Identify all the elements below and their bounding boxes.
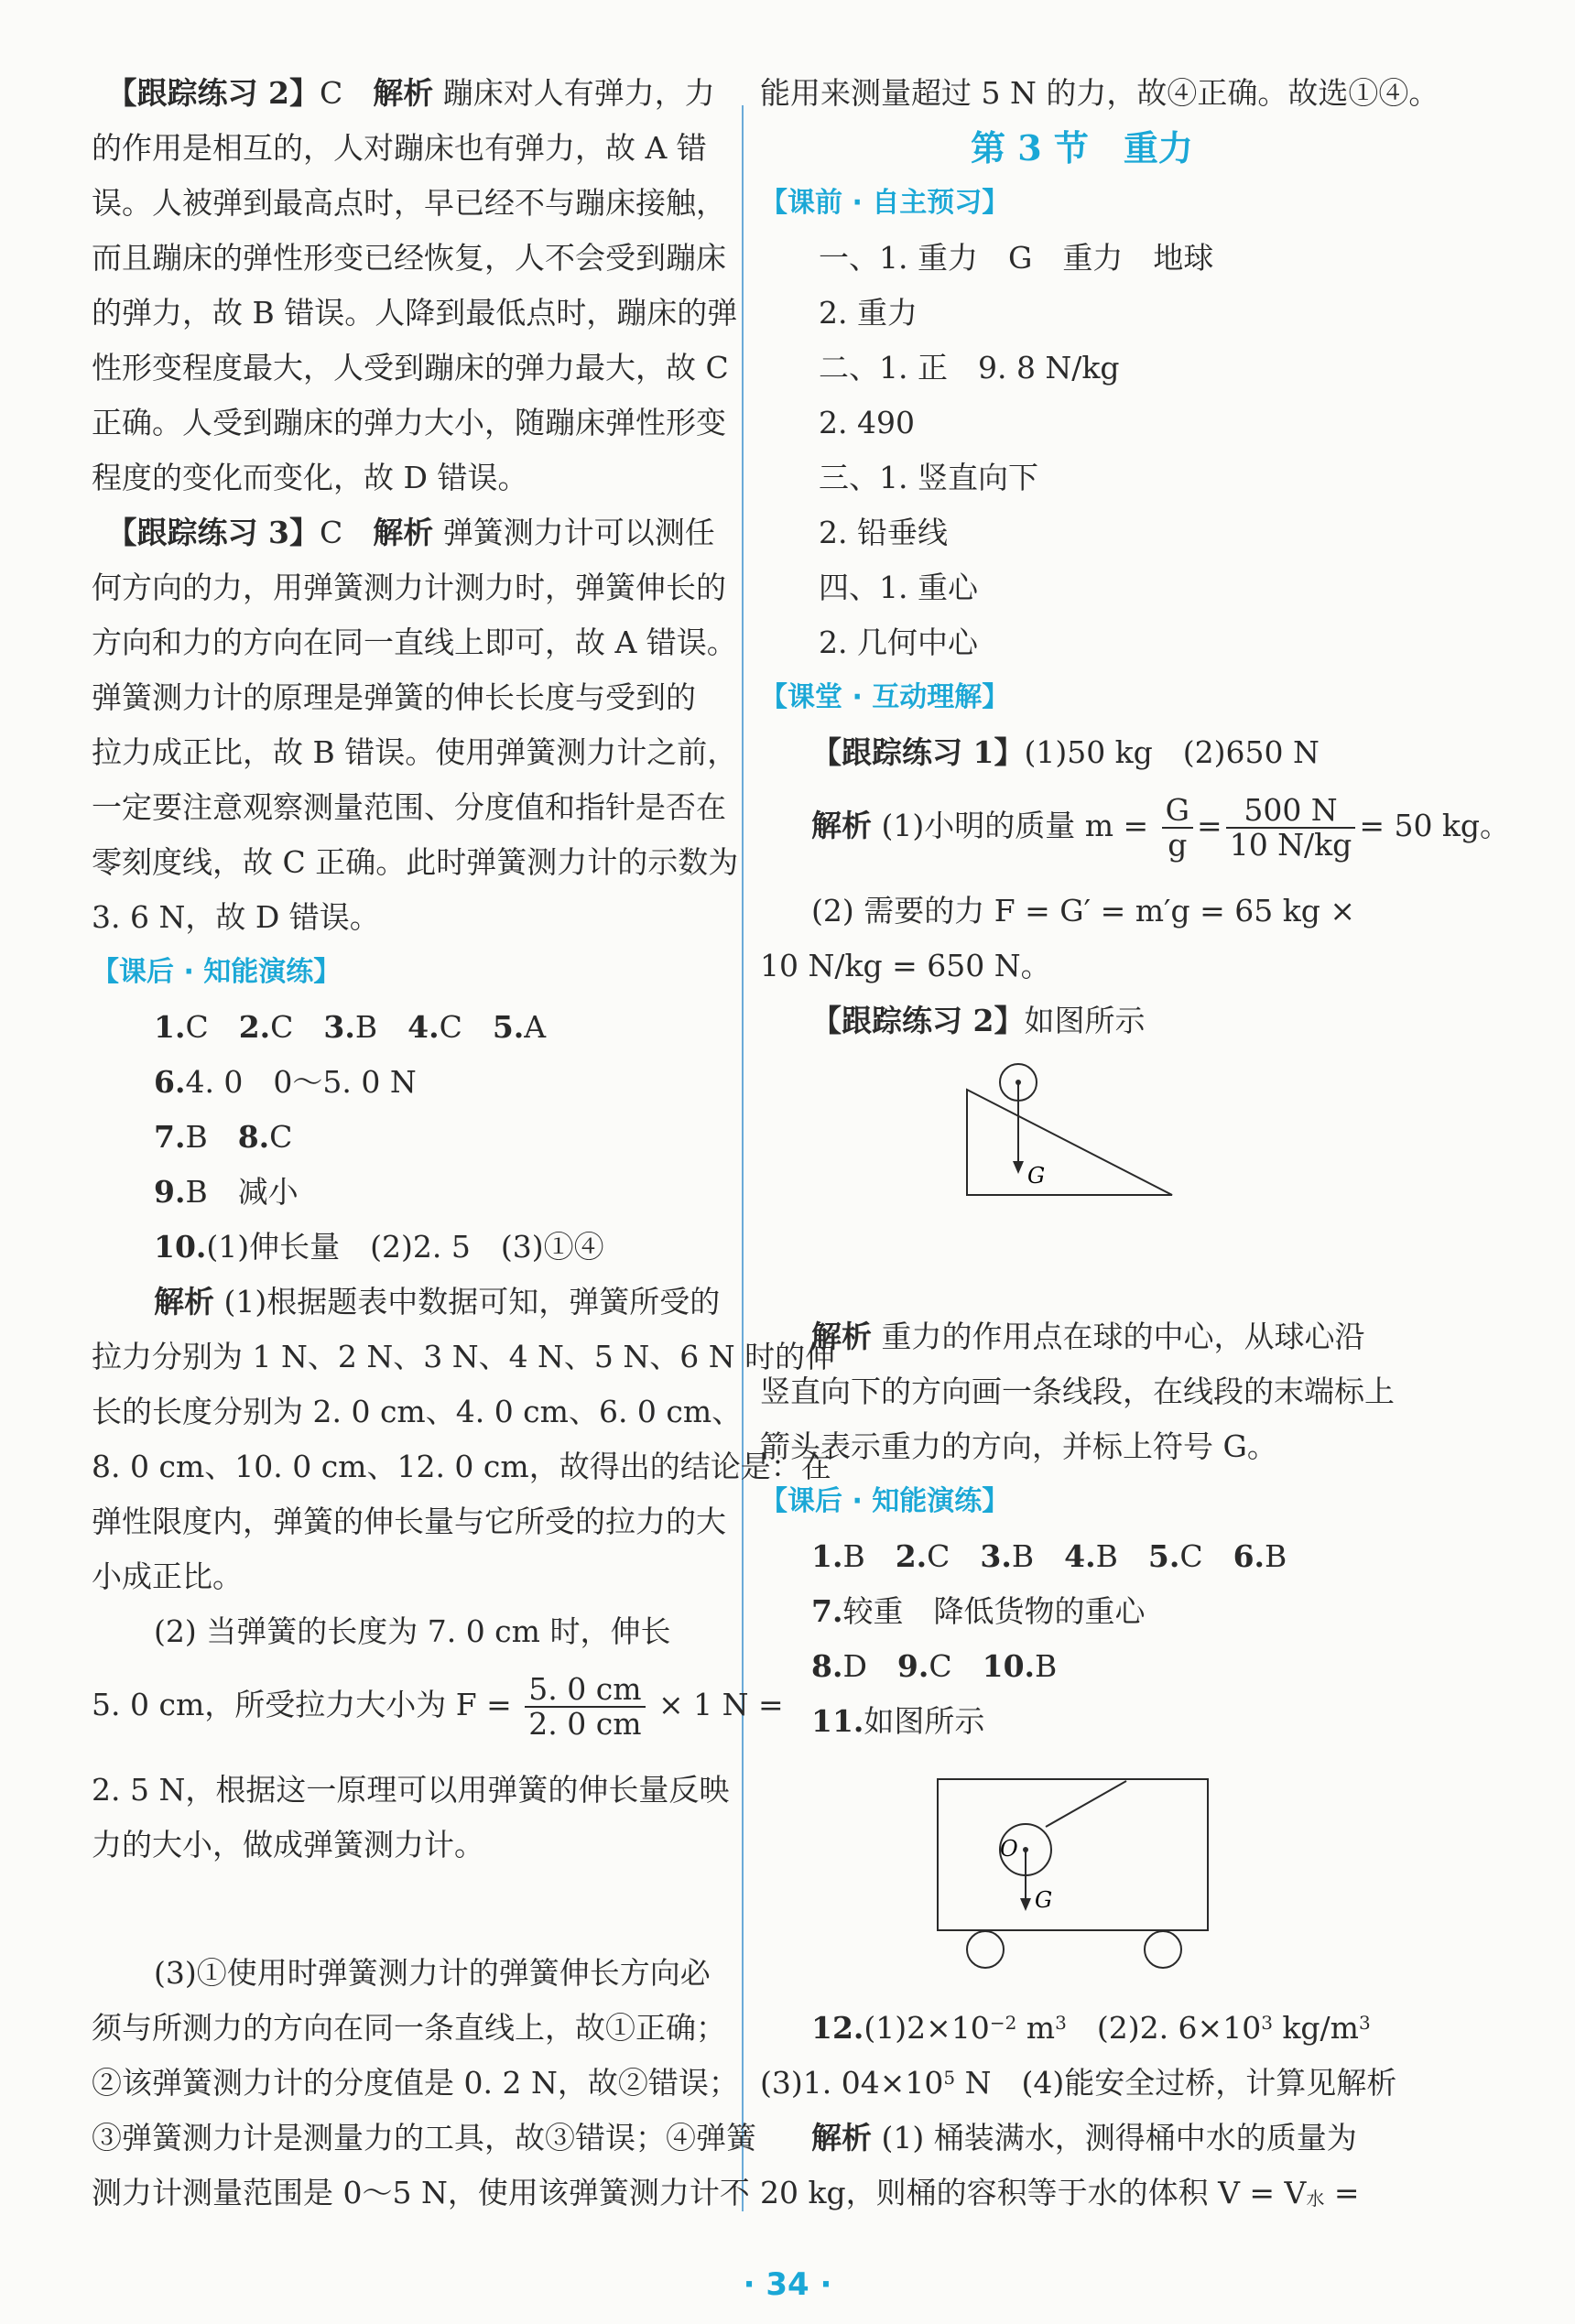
p5-line: ②该弹簧测力计的分度值是 0. 2 N，故②错误； [92,2065,739,2101]
p3-line: 小成正比。 [92,1558,243,1594]
p5-line: 须与所测力的方向在同一条直线上，故①正确； [92,2010,726,2046]
section-header-after-class-2: 【课后 · 知能演练】 [760,1485,1010,1517]
solution-4-line-1: 解析 (1) 桶装满水，测得桶中水的质量为 [811,2120,1357,2156]
preview-answer: 2. 铅垂线 [819,515,948,550]
cart-body [938,1779,1208,1930]
continuation-line: 能用来测量超过 5 N 的力，故④正确。故选①④。 [760,75,1439,111]
p4-line: (2) 当弹簧的长度为 7. 0 cm 时，伸长 [154,1613,671,1649]
answer-12-line-2: (3)1. $04\times 10^5$ N (4)能安全过桥，计算见解析 [760,2065,1397,2101]
preview-answer: 二、1. 正 9. 8 N/kg [819,350,1120,386]
p1-line: 的弹力，故 B 错误。人降到最低点时，蹦床的弹 [92,295,738,331]
p3-line: 8. 0 cm、10. 0 cm、12. 0 cm，故得出的结论是：在 [92,1449,831,1484]
p3-line-1: 解析 (1)根据题表中数据可知，弹簧所受的 [154,1284,721,1319]
gravity-arrowhead-2 [1020,1898,1031,1911]
answers-8-10: 8.D 9.C 10.B [811,1648,1058,1684]
answer-11: 11.如图所示 [811,1703,985,1739]
p3-line: 弹性限度内，弹簧的伸长量与它所受的拉力的大 [92,1504,726,1539]
preview-answer: 三、1. 竖直向下 [819,460,1038,495]
p5-line: (3)①使用时弹簧测力计的弹簧伸长方向必 [154,1955,711,1991]
wheel-right [1145,1931,1181,1968]
section-title: 第 3 节 重力 [971,127,1193,168]
p2-line: 拉力成正比，故 B 错误。使用弹簧测力计之前， [92,734,738,770]
center-label-o: O [1000,1836,1018,1862]
cart-diagram [934,1772,1218,1973]
answer-9: 9.B 减小 [154,1174,299,1210]
solution-2-line: 10 N/kg = 650 N。 [760,948,1051,983]
p2-line-1: 【跟踪练习 3】C 解析 弹簧测力计可以测任 [122,515,715,550]
solution-3-line-1: 解析 重力的作用点在球的中心，从球心沿 [811,1319,1365,1354]
p1-line: 程度的变化而变化，故 D 错误。 [92,460,528,495]
p2-line: 零刻度线，故 C 正确。此时弹簧测力计的示数为 [92,844,739,880]
p1-line: 正确。人受到蹦床的弹力大小，随蹦床弹性形变 [92,405,726,440]
p5-line: 测力计测量范围是 0～5 N，使用该弹簧测力计不 [92,2175,750,2210]
answers-1-6: 1.B 2.C 3.B 4.B 5.C 6.B [811,1538,1287,1574]
solution-3-line: 竖直向下的方向画一条线段，在线段的末端标上 [760,1374,1395,1409]
p5-line: ③弹簧测力计是测量力的工具，故③错误；④弹簧 [92,2120,756,2156]
column-divider [742,105,744,2211]
p2-line: 一定要注意观察测量范围、分度值和指针是否在 [92,789,726,825]
solution-3-line: 箭头表示重力的方向，并标上符号 G。 [760,1428,1277,1464]
answer-7: 7.较重 降低货物的重心 [811,1593,1146,1629]
page-number: · 34 · [743,2266,832,2303]
gravity-label-2: G [1035,1887,1053,1913]
preview-answer: 2. 重力 [819,295,918,331]
answers-7-8: 7.B 8.C [154,1119,293,1155]
preview-answer: 四、1. 重心 [819,570,978,605]
p4-line-fraction: 5. 0 cm，所受拉力大小为 F = $\frac{5. 0 cm}{2. 0 cm}$ × 1 N = [92,1670,784,1742]
answer-10: 10.(1)伸长量 (2)2. 5 (3)①④ [154,1229,604,1265]
p1-line: 而且蹦床的弹性形变已经恢复，人不会受到蹦床 [92,240,726,276]
p3-line: 拉力分别为 1 N、2 N、3 N、4 N、5 N、6 N 时的伸 [92,1339,836,1374]
solution-1-fraction: 解析 (1)小明的质量 m = $\frac{G}{g}$ = $\frac{500 N}{10 N/kg}$ = 50 kg。 [811,791,1511,863]
section-header-preview: 【课前 · 自主预习】 [760,187,1010,219]
p2-line: 方向和力的方向在同一直线上即可，故 A 错误。 [92,624,737,660]
answer-6: 6.4. 0 0～5. 0 N [154,1064,417,1100]
section-header-after-class: 【课后 · 知能演练】 [92,956,342,988]
p2-line: 何方向的力，用弹簧测力计测力时，弹簧伸长的 [92,570,726,605]
wheel-left [967,1931,1004,1968]
p2-line: 弹簧测力计的原理是弹簧的伸长长度与受到的 [92,679,696,715]
solution-4-line-2: 20 kg，则桶的容积等于水的体积 V = V水 = [760,2175,1360,2210]
p1-line: 性形变程度最大，人受到蹦床的弹力最大，故 C [92,350,729,386]
rope [1046,1781,1126,1827]
answers-1-5: 1.C 2.C 3.B 4.C 5.A [154,1009,547,1045]
p1-line-1: 【跟踪练习 2】C 解析 蹦床对人有弹力，力 [122,75,715,111]
gravity-arrowhead [1013,1161,1024,1174]
p3-line: 长的长度分别为 2. 0 cm、4. 0 cm、6. 0 cm、 [92,1394,743,1429]
incline-triangle [967,1090,1172,1195]
solution-2-line: (2) 需要的力 F = G′ = m′g = 65 kg × [811,893,1356,929]
preview-answer: 2. 几何中心 [819,624,978,660]
p4-line: 力的大小，做成弹簧测力计。 [92,1827,484,1862]
answer-12-line-1: $12.(1)2\times 10^{-2}$ $m^3$ (2)2. $6\times 10^3$ $kg/m^3$ [811,2010,1371,2046]
p4-line: 2. 5 N，根据这一原理可以用弹簧的伸长量反映 [92,1772,730,1808]
p1-line: 的作用是相互的，人对蹦床也有弹力，故 A 错 [92,130,707,166]
incline-ball-diagram [961,1062,1181,1200]
preview-answer: 一、1. 重力 G 重力 地球 [819,240,1214,276]
track-exercise-2: 【跟踪练习 2】如图所示 [811,1003,1146,1038]
p2-line: 3. 6 N，故 D 错误。 [92,899,380,935]
p1-line: 误。人被弹到最高点时，早已经不与蹦床接触， [92,185,726,221]
track-exercise-1: 【跟踪练习 1】(1)50 kg (2)650 N [811,734,1320,770]
preview-answer: 2. 490 [819,405,915,440]
section-header-classroom: 【课堂 · 互动理解】 [760,681,1010,713]
gravity-label: G [1027,1163,1046,1189]
